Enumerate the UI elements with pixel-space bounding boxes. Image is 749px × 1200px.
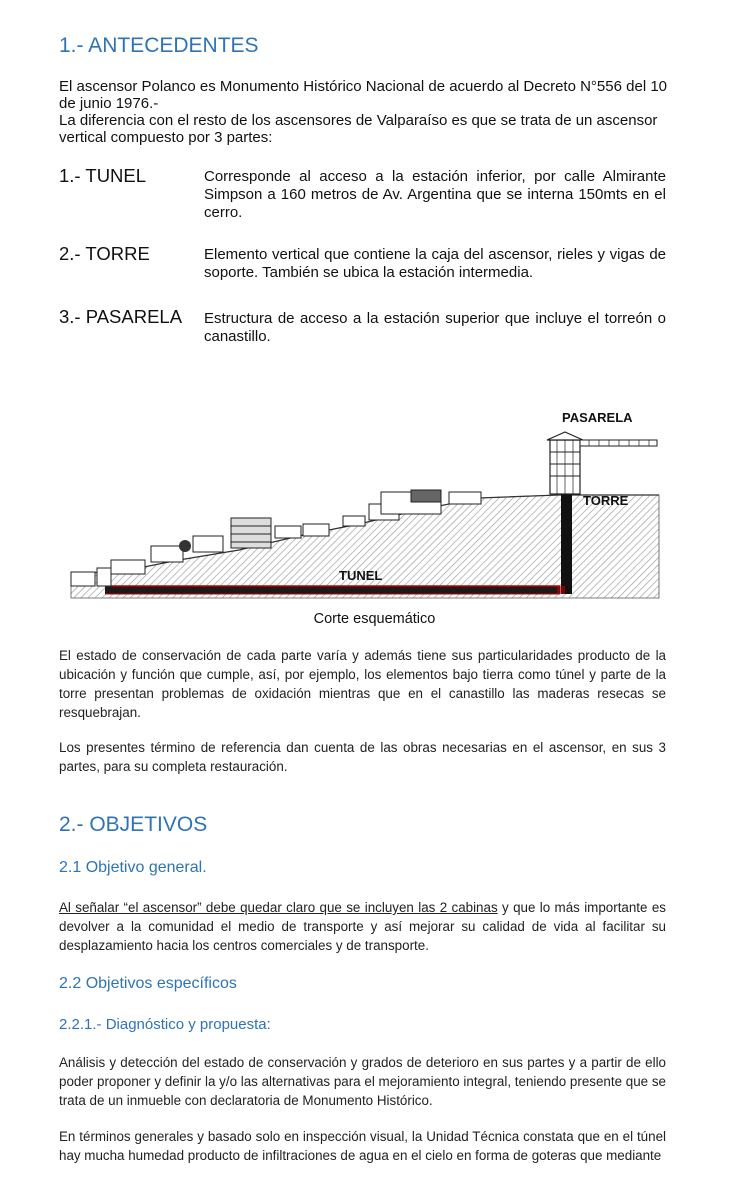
- section-heading-antecedentes: 1.- ANTECEDENTES: [59, 34, 259, 57]
- part-name-pasarela: 3.- PASARELA: [59, 306, 183, 327]
- section-heading-objetivos: 2.- OBJETIVOS: [59, 813, 208, 836]
- intro-text: [59, 78, 684, 146]
- pasarela-structure: [547, 432, 657, 494]
- label-tunel: TUNEL: [339, 568, 383, 583]
- schematic-cross-section: [59, 400, 669, 605]
- label-pasarela: PASARELA: [562, 410, 633, 425]
- objetivo-general-rest: y que lo más importante es devolver a la comunidad el medio de transporte y así mejorar su calidad de vida al facilitar su desplazamiento hacia los centros comerciales y de transporte.: [59, 900, 666, 953]
- subheading-objetivo-general: 2.1 Objetivo general.: [59, 859, 207, 876]
- intro-line-diferencia: La diferencia con el resto de los ascensores de Valparaíso es que se trata de un ascensor vertical compuesto por 3 partes:: [59, 112, 658, 146]
- part-desc-pasarela: Estructura de acceso a la estación superior que incluye el torreón o canastillo.: [204, 310, 666, 345]
- part-name-tunel: 1.- TUNEL: [59, 165, 147, 186]
- paragraph-objetivo-general: [59, 898, 666, 955]
- paragraph-terminos: Los presentes término de referencia dan cuenta de las obras necesarias en el ascensor, en sus 3 partes, para su completa restauración.: [59, 740, 666, 774]
- tunnel-floor: [105, 586, 560, 594]
- figure-caption: Corte esquemático: [313, 611, 436, 627]
- part-name-torre: 2.- TORRE: [59, 243, 150, 264]
- label-torre: TORRE: [583, 493, 629, 508]
- tower-shaft: [561, 494, 572, 594]
- paragraph-analisis: Análisis y detección del estado de conservación y grados de deterioro en sus partes y a partir de ello poder proponer y definir la y/o las alternativas para el mejoramiento integral, teniendo presente que se trata de un inmueble con declaratoria de Monumento Histórico.: [59, 1055, 666, 1108]
- subheading-objetivos-especificos: 2.2 Objetivos específicos: [59, 975, 237, 992]
- part-desc-torre: Elemento vertical que contiene la caja del ascensor, rieles y vigas de soporte. También se ubica la estación intermedia.: [204, 246, 666, 281]
- paragraph-conservacion: El estado de conservación de cada parte varía y además tiene sus particularidades producto de la ubicación y función que cumple, así, por ejemplo, los elementos bajo tierra como túnel y parte de la torre presentan problemas de oxidación mientras que en el canastillo las maderas resecas se resquebrajan.: [59, 648, 666, 720]
- subheading-diagnostico: 2.2.1.- Diagnóstico y propuesta:: [59, 1016, 271, 1033]
- paragraph-inspeccion: En términos generales y basado solo en inspección visual, la Unidad Técnica constata que en el túnel hay mucha humedad producto de infiltraciones de agua en el cielo en forma de goteras que mediante: [59, 1129, 666, 1163]
- intro-line-decreto: El ascensor Polanco es Monumento Histórico Nacional de acuerdo al Decreto N°556 del 10 de junio 1976.-: [59, 78, 667, 112]
- part-desc-tunel: Corresponde al acceso a la estación inferior, por calle Almirante Simpson a 160 metros de Av. Argentina que se interna 150mts en el cerro.: [204, 168, 666, 221]
- tree: [179, 540, 191, 552]
- underlined-cabinas: Al señalar “el ascensor” debe quedar claro que se incluyen las 2 cabinas: [59, 900, 498, 915]
